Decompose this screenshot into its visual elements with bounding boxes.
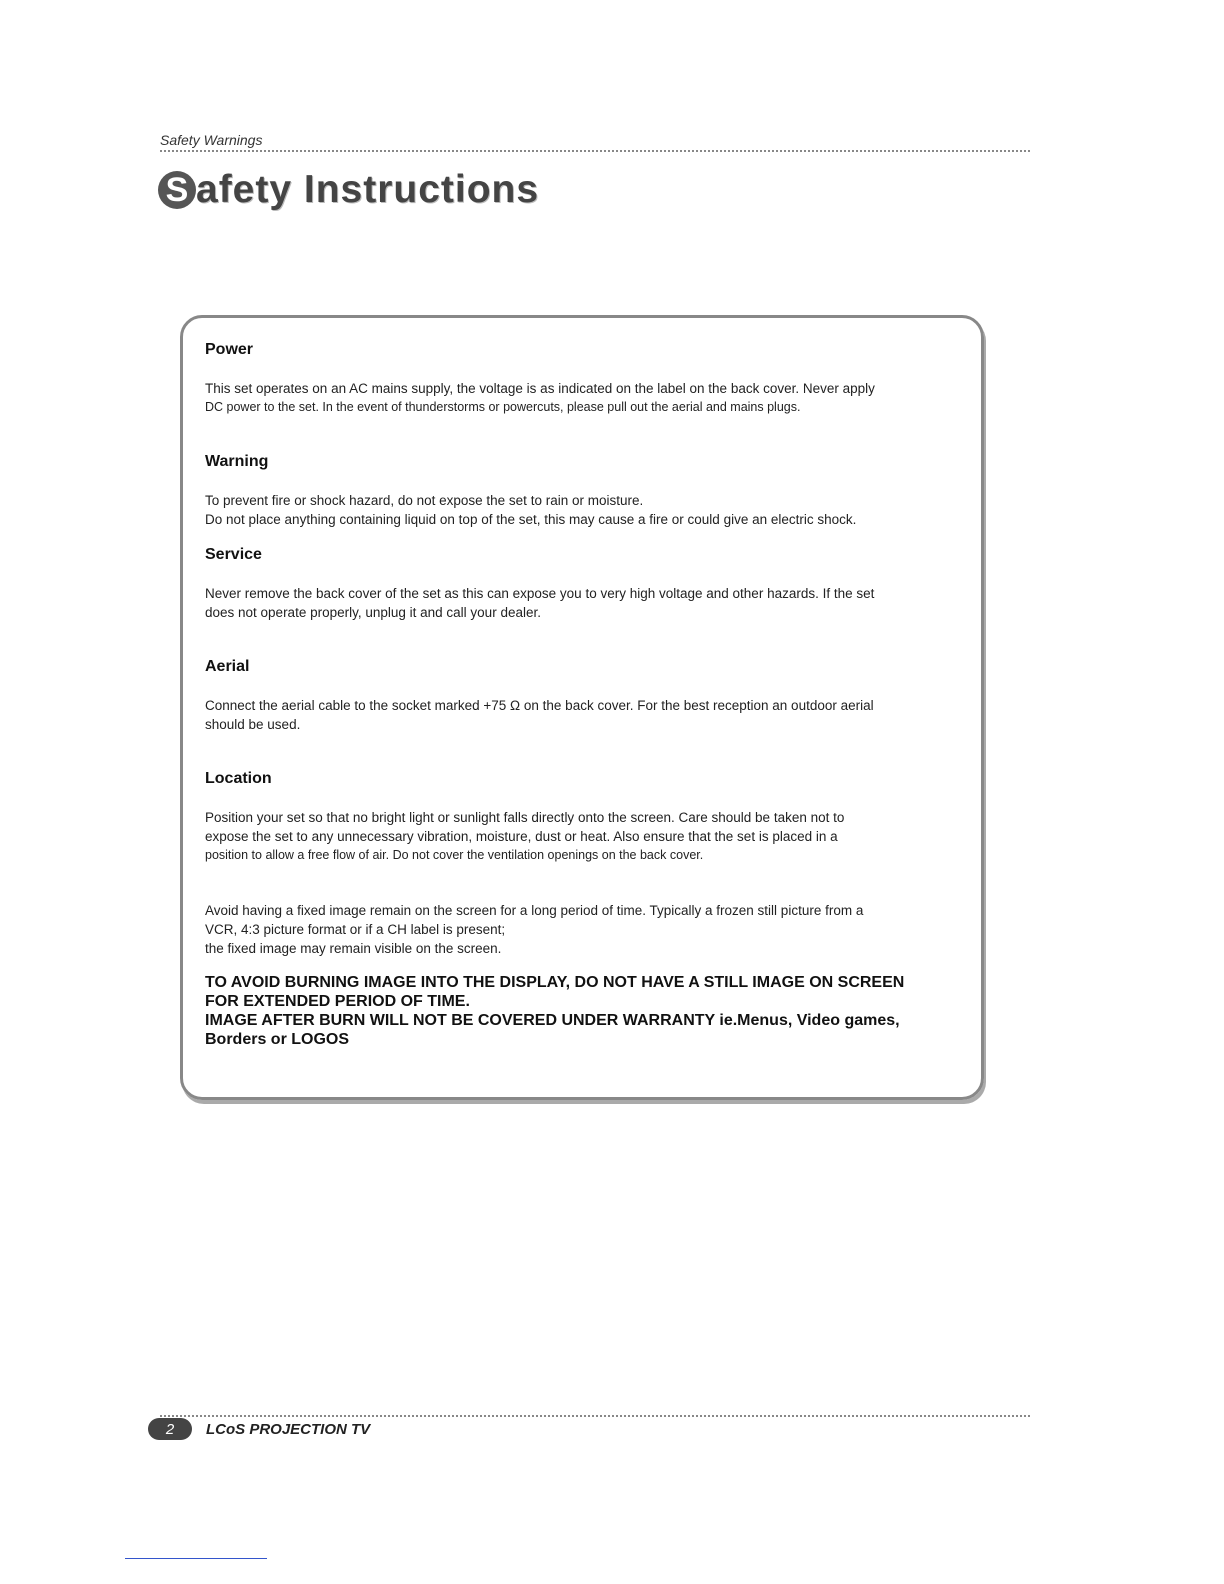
still-image-line-2: VCR, 4:3 picture format or if a CH label is present; <box>205 922 506 937</box>
service-section <box>205 546 965 622</box>
warning-line-1: To prevent fire or shock hazard, do not expose the set to rain or moisture. <box>205 493 644 508</box>
burn-warning-line-2: FOR EXTENDED PERIOD OF TIME. <box>205 993 470 1010</box>
service-line-1: Never remove the back cover of the set as this can expose you to very high voltage and other hazards. If the set <box>205 586 875 601</box>
still-image-line-1: Avoid having a fixed image remain on the screen for a long period of time. Typically a frozen still picture from a <box>205 903 864 918</box>
location-line-1: Position your set so that no bright light or sunlight falls directly onto the screen. Care should be taken not to <box>205 810 845 825</box>
aerial-line-2: should be used. <box>205 717 301 732</box>
aerial-line-1: Connect the aerial cable to the socket marked +75 Ω on the back cover. For the best reception an outdoor aerial <box>205 698 874 713</box>
warning-line-2: Do not place anything containing liquid on top of the set, this may cause a fire or could give an electric shock. <box>205 512 857 527</box>
location-heading: Location <box>205 770 272 787</box>
header-divider <box>160 150 1030 152</box>
power-section <box>205 341 965 417</box>
location-line-2: expose the set to any unnecessary vibration, moisture, dust or heat. Also ensure that the set is placed in a <box>205 829 838 844</box>
section-header: Safety Warnings <box>160 132 263 148</box>
burn-in-warning <box>205 973 965 1049</box>
burn-warning-line-1: TO AVOID BURNING IMAGE INTO THE DISPLAY, DO NOT HAVE A STILL IMAGE ON SCREEN <box>205 974 905 991</box>
warning-heading: Warning <box>205 453 269 470</box>
service-line-2: does not operate properly, unplug it and call your dealer. <box>205 605 541 620</box>
power-line-1: This set operates on an AC mains supply, the voltage is as indicated on the label on the back cover. Never apply <box>205 381 875 396</box>
page-footer <box>148 1418 370 1440</box>
aerial-heading: Aerial <box>205 658 250 675</box>
product-name: LCoS PROJECTION TV <box>206 1420 371 1438</box>
location-section <box>205 770 965 865</box>
footer-divider <box>160 1415 1030 1417</box>
power-line-2: DC power to the set. In the event of thunderstorms or powercuts, please pull out the aerial and mains plugs. <box>205 400 801 414</box>
bottom-underline <box>125 1558 267 1559</box>
page-number: 2 <box>148 1418 192 1440</box>
page-title <box>158 168 539 212</box>
location-line-3: position to allow a free flow of air. Do not cover the ventilation openings on the back cover. <box>205 848 704 862</box>
aerial-section <box>205 658 965 734</box>
service-heading: Service <box>205 546 262 563</box>
still-image-line-3: the fixed image may remain visible on the screen. <box>205 941 502 956</box>
burn-warning-line-4: Borders or LOGOS <box>205 1031 350 1048</box>
title-initial-badge: S <box>158 171 196 209</box>
warning-section <box>205 453 965 529</box>
still-image-section <box>205 901 965 958</box>
title-text: afety Instructions <box>196 168 540 211</box>
power-heading: Power <box>205 341 254 358</box>
burn-warning-line-3: IMAGE AFTER BURN WILL NOT BE COVERED UNDER WARRANTY ie.Menus, Video games, <box>205 1012 900 1029</box>
